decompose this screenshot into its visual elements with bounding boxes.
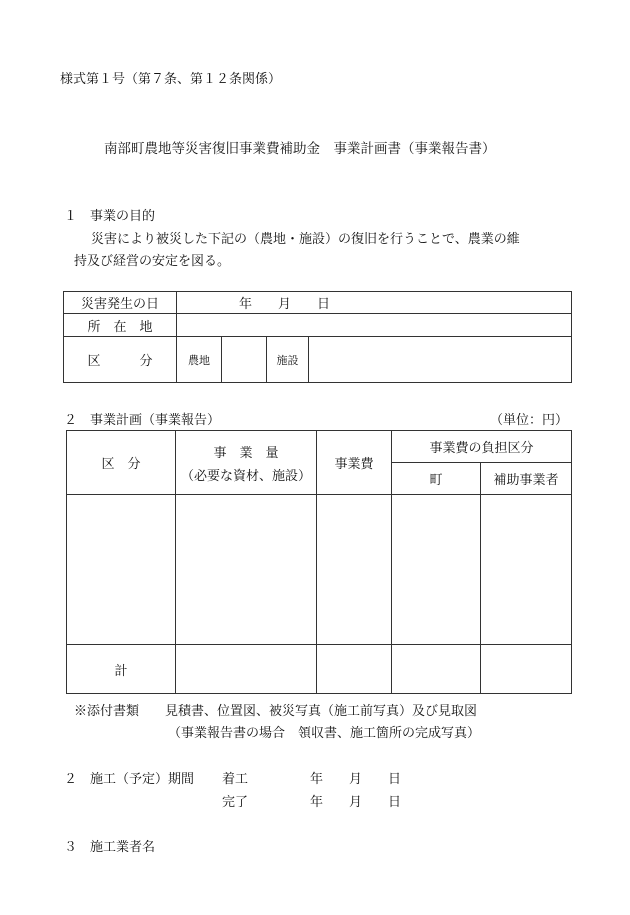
disaster-date-field[interactable]	[177, 292, 572, 314]
option-farmland-checkbox[interactable]	[222, 337, 267, 383]
period-end-date: 年 月 日	[310, 795, 402, 810]
cell-category[interactable]	[67, 495, 176, 645]
section3-heading: ３ 施工業者名	[64, 840, 156, 855]
option-facility-checkbox[interactable]	[309, 337, 572, 383]
category-label: 区 分	[64, 337, 177, 383]
total-town[interactable]	[392, 645, 481, 694]
col-header-operator: 補助事業者	[481, 463, 572, 495]
project-plan-table	[66, 430, 572, 694]
period-heading: ２ 施工（予定）期間	[64, 772, 195, 787]
col-header-town: 町	[392, 463, 481, 495]
section2-heading: ２ 事業計画（事業報告）	[64, 413, 221, 428]
document-title: 南部町農地等災害復旧事業費補助金 事業計画書（事業報告書）	[104, 141, 496, 157]
period-start-label: 着工	[222, 772, 249, 787]
total-operator[interactable]	[481, 645, 572, 694]
table-row	[67, 495, 572, 645]
cell-town[interactable]	[392, 495, 481, 645]
period-start-date: 年 月 日	[310, 772, 402, 787]
disaster-date-value: 年 月 日	[239, 297, 331, 312]
option-facility-label: 施設	[267, 337, 309, 383]
purpose-text-line2: 持及び経営の安定を図る。	[74, 254, 231, 269]
cell-quantity[interactable]	[176, 495, 317, 645]
location-label: 所 在 地	[64, 314, 177, 337]
total-row	[67, 645, 572, 694]
col-header-cost: 事業費	[317, 431, 392, 495]
section1-heading: １ 事業の目的	[64, 209, 156, 224]
col-header-share: 事業費の負担区分	[392, 431, 572, 463]
unit-label: （単位：円）	[490, 413, 569, 428]
total-quantity[interactable]	[176, 645, 317, 694]
col-header-quantity	[176, 431, 317, 495]
location-field[interactable]	[177, 314, 572, 337]
disaster-info-table	[63, 291, 572, 383]
form-number: 様式第１号（第７条、第１２条関係）	[60, 72, 282, 87]
option-farmland-label: 農地	[177, 337, 222, 383]
total-cost[interactable]	[317, 645, 392, 694]
attachments-line2: （事業報告書の場合 領収書、施工箇所の完成写真）	[168, 726, 481, 741]
attachments-line1: ※添付書類 見積書、位置図、被災写真（施工前写真）及び見取図	[74, 704, 478, 719]
col-header-category: 区 分	[67, 431, 176, 495]
cell-cost[interactable]	[317, 495, 392, 645]
purpose-text-line1: 災害により被災した下記の（農地・施設）の復旧を行うことで、農業の維	[91, 232, 520, 247]
col-header-quantity-line2: （必要な資材、施設）	[180, 468, 311, 484]
col-header-quantity-line1: 事 業 量	[213, 445, 279, 461]
disaster-date-label: 災害発生の日	[64, 292, 177, 314]
period-end-label: 完了	[222, 795, 249, 810]
total-label: 計	[67, 645, 176, 694]
cell-operator[interactable]	[481, 495, 572, 645]
